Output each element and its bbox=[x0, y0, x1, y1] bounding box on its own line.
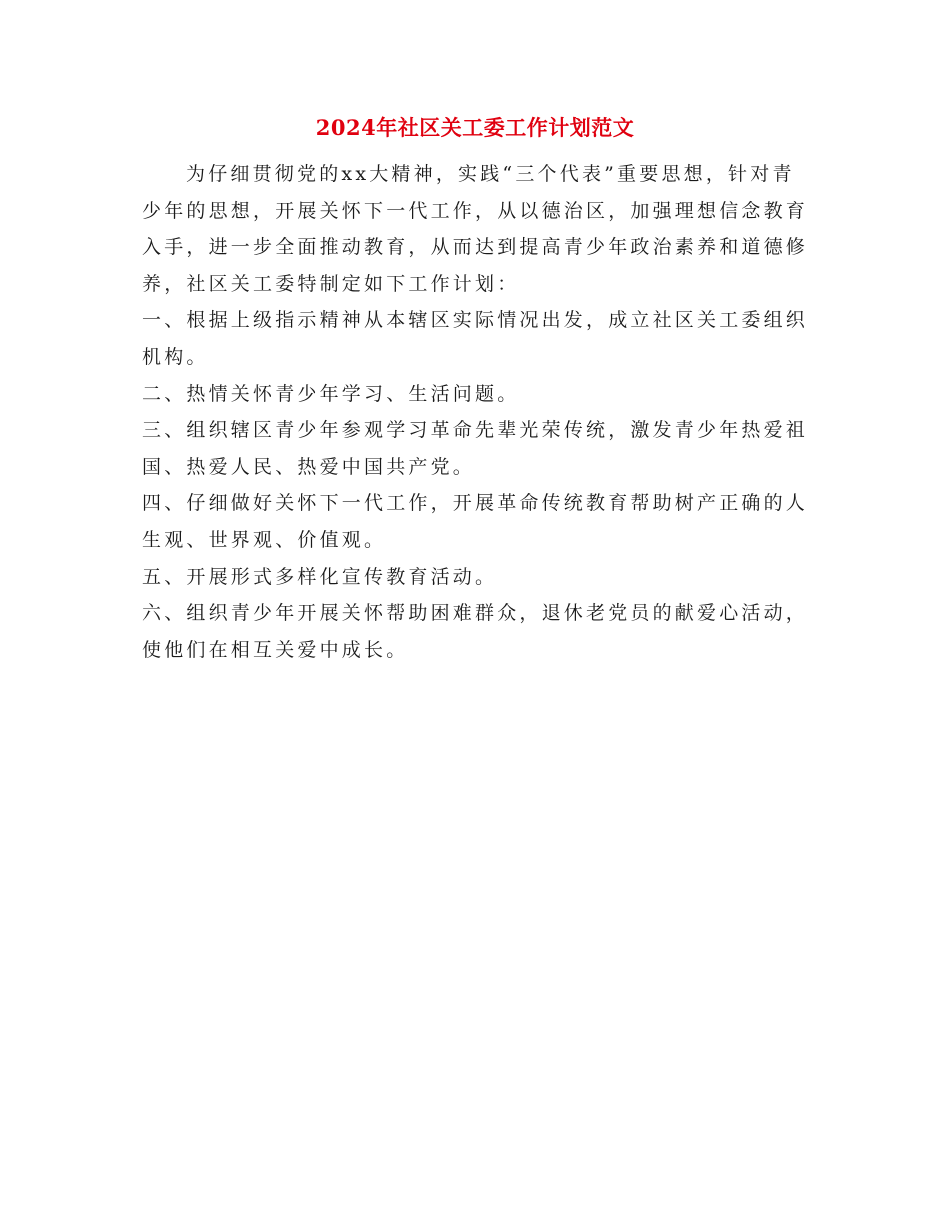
plan-item-1: 一、根据上级指示精神从本辖区实际情况出发，成立社区关工委组织机构。 bbox=[142, 309, 809, 368]
plan-item-6: 六、组织青少年开展关怀帮助困难群众，退休老党员的献爱心活动，使他们在相互关爱中成长。 bbox=[142, 602, 809, 661]
plan-item-3: 三、组织辖区青少年参观学习革命先辈光荣传统，激发青少年热爱祖国、热爱人民、热爱中国共产党。 bbox=[142, 419, 809, 478]
plan-item-5: 五、开展形式多样化宣传教育活动。 bbox=[142, 565, 498, 588]
plan-item-2: 二、热情关怀青少年学习、生活问题。 bbox=[142, 382, 520, 405]
document-title: 2024年社区关工委工作计划范文 bbox=[315, 115, 635, 140]
document-body bbox=[142, 156, 812, 668]
plan-item-4: 四、仔细做好关怀下一代工作，开展革命传统教育帮助树产正确的人生观、世界观、价值观。 bbox=[142, 492, 809, 551]
intro-paragraph: 为仔细贯彻党的xx大精神，实践“三个代表”重要思想，针对青少年的思想，开展关怀下一代工作，从以德治区，加强理想信念教育入手，进一步全面推动教育，从而达到提高青少年政治素养和道德修养，社区关工委特制定如下工作计划： bbox=[142, 163, 809, 295]
